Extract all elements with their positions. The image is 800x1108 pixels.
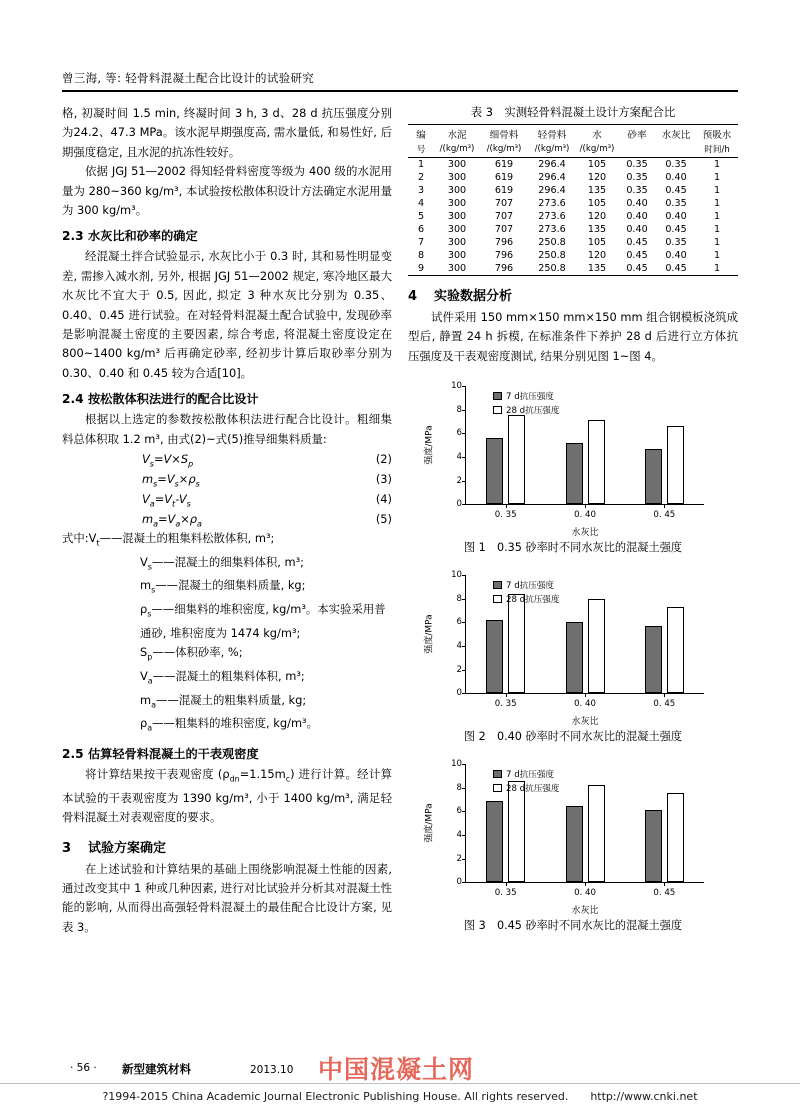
- table-cell: 796: [494, 250, 514, 261]
- figure: [408, 565, 738, 744]
- y-axis-tick: [462, 788, 466, 789]
- table-header-cell: 水灰比: [656, 125, 696, 143]
- x-axis-label: 水灰比: [571, 717, 599, 728]
- figure-caption: 图 2 0.40 砂率时不同水灰比的混凝土强度: [463, 730, 683, 744]
- y-axis-tick-label: 8: [456, 782, 462, 793]
- table-cell: 1: [713, 211, 721, 222]
- formula: [62, 449, 392, 469]
- section-title: 估算轻骨料混凝土的干表观密度: [88, 747, 259, 761]
- table-cell: 105: [587, 159, 607, 170]
- table-cell: 296.4: [538, 159, 566, 170]
- table-cell: 120: [587, 211, 607, 222]
- table-cell: 619: [494, 172, 514, 183]
- y-axis-tick: [462, 481, 466, 482]
- table-cell: 0.45: [665, 185, 687, 196]
- table-header-row: [408, 142, 738, 158]
- formula-expression: $m_a=V_a\times\rho_a$: [142, 512, 202, 529]
- y-axis-tick-label: 10: [451, 759, 462, 770]
- legend-item: [493, 579, 560, 591]
- y-axis-tick: [462, 835, 466, 836]
- bar-chart: [423, 754, 723, 917]
- formula-expression: $m_s=V_s\times\rho_s$: [142, 472, 200, 489]
- table-cell: 135: [587, 224, 607, 235]
- table-cell: 0.40: [626, 211, 648, 222]
- y-axis-tick: [462, 764, 466, 765]
- figure-caption: 图 3 0.45 砂率时不同水灰比的混凝土强度: [463, 919, 683, 933]
- x-axis-tick-label: 0. 40: [574, 699, 596, 710]
- table-cell: 0.45: [626, 250, 648, 261]
- section-number: 2.3: [62, 229, 84, 244]
- bar: [667, 793, 684, 883]
- bar-chart: [423, 565, 723, 728]
- page-footer: [0, 1048, 800, 1108]
- formula-list: [62, 449, 392, 529]
- paragraph: 试件采用 150 mm×150 mm×150 mm 组合钢模板浇筑成型后, 静置 24 h 拆模, 在标准条件下养护 28 d 后进行立方体抗压强度及干表观密度测试, 结果分别见图 1~图 4。: [408, 310, 738, 363]
- bar: [486, 438, 503, 504]
- section-title: 按松散体积法进行的配合比设计: [88, 392, 259, 407]
- table-cell: 135: [587, 185, 607, 196]
- y-axis-tick: [462, 575, 466, 576]
- table-cell: 300: [447, 237, 467, 248]
- legend: [493, 579, 560, 607]
- definition-item: $V_a——$混凝土的粗集料体积, m³;: [140, 668, 305, 686]
- y-axis-tick-label: 6: [456, 806, 462, 817]
- bar: [508, 415, 525, 505]
- table-header-cell: 轻骨料: [528, 125, 576, 143]
- table-caption: 表 3 实测轻骨料混凝土设计方案配合比: [470, 105, 676, 119]
- bar: [645, 626, 662, 693]
- legend-item: [493, 768, 560, 780]
- table-cell: 0.35: [626, 185, 648, 196]
- table-body: [408, 158, 738, 276]
- table-row: [408, 158, 738, 172]
- table-cell: 0.45: [626, 237, 648, 248]
- table-row: [408, 249, 738, 262]
- x-axis-tick-label: 0. 35: [494, 699, 517, 710]
- copyright-line: ?1994-2015 China Academic Journal Electronic Publishing House. All rights reserved. http://www.cnki.net: [102, 1090, 698, 1103]
- paragraph: 将计算结果按干表观密度 $(\rho_{dn}=1.15m_c)$ 进行计算。经计算本试验的干表观密度为 1390 kg/m³, 小于 1400 kg/m³, 满足轻骨料混凝土对表观密度的要求。: [62, 767, 392, 825]
- x-axis-tick-label: 0. 35: [494, 888, 517, 899]
- bar-chart: [423, 376, 723, 539]
- table-cell: 619: [494, 185, 514, 196]
- legend-swatch: [493, 392, 502, 400]
- table-cell: 0.40: [665, 172, 687, 183]
- table-cell: 273.6: [538, 211, 566, 222]
- section-number: 2.5: [62, 747, 84, 761]
- table-cell: 796: [494, 237, 514, 248]
- table-cell: 1: [713, 237, 721, 248]
- y-axis-tick-label: 8: [456, 404, 462, 415]
- legend-swatch: [493, 770, 502, 778]
- page-number: · 56 ·: [70, 1062, 97, 1074]
- symbol-definitions: [62, 529, 392, 738]
- table-cell: 1: [713, 185, 721, 196]
- table-cell: 0.35: [626, 159, 648, 170]
- y-axis-tick-label: 8: [456, 593, 462, 604]
- legend-label: 7 d抗压强度: [506, 770, 555, 781]
- x-axis-label: 水灰比: [571, 528, 599, 539]
- y-axis-tick-label: 0: [456, 499, 462, 510]
- formula-number: (2): [375, 452, 392, 467]
- section-number: 3: [62, 840, 72, 856]
- bar: [667, 426, 684, 504]
- section-heading-2-5: [62, 745, 392, 762]
- legend-label: 28 d抗压强度: [506, 784, 560, 795]
- table-cell: 707: [494, 211, 514, 222]
- table-cell: 0.35: [665, 159, 687, 170]
- table-cell: 2: [417, 172, 425, 183]
- definition-item: $\rho_s——$细集料的堆积密度, kg/m³。本实验采用普通砂, 堆积密度为 1474 kg/m³;: [140, 602, 386, 640]
- table-header-cell: 预吸水: [696, 125, 738, 143]
- table-cell: 0.40: [626, 198, 648, 209]
- paragraph: 格, 初凝时间 1.5 min, 终凝时间 3 h, 3 d、28 d 抗压强度分别为24.2、47.3 MPa。该水泥早期强度高, 需水量低, 和易性好, 后期强度稳定, 且水泥的抗冻性较好。: [62, 106, 392, 159]
- table-row: [408, 197, 738, 210]
- y-axis-tick-label: 0: [456, 877, 462, 888]
- figure: [408, 754, 738, 933]
- table-cell: 300: [447, 224, 467, 235]
- issue-date: 2013.10: [250, 1064, 294, 1076]
- table-cell: 0.35: [665, 198, 687, 209]
- bar: [486, 801, 503, 882]
- y-axis-tick-label: 2: [456, 475, 462, 486]
- table-cell: 0.40: [665, 250, 687, 261]
- table-row: [408, 184, 738, 197]
- x-axis-tick-label: 0. 45: [653, 510, 676, 521]
- x-axis-tick: [585, 504, 586, 508]
- paragraph: 在上述试验和计算结果的基础上围绕影响混凝土性能的因素, 通过改变其中 1 种或几种因素, 进行对比试验并分析其对混凝土性能的影响, 从而得出高强轻骨料混凝土的最佳配合比设计方案, 见表 3。: [62, 861, 392, 934]
- x-axis-tick-label: 0. 35: [494, 510, 517, 521]
- legend-label: 7 d抗压强度: [506, 392, 555, 403]
- table-cell: 0.40: [626, 224, 648, 235]
- table-cell: 300: [447, 198, 467, 209]
- figure-list: [408, 376, 738, 933]
- table-cell: 3: [417, 185, 425, 196]
- table-cell: 0.45: [656, 262, 696, 276]
- formula-number: (4): [375, 492, 392, 507]
- table-cell: 0.35: [665, 237, 687, 248]
- table-row: [408, 236, 738, 249]
- mix-proportion-table: [408, 124, 738, 276]
- legend-swatch: [493, 406, 502, 414]
- table-header-row: [408, 125, 738, 143]
- section-number: 4: [408, 289, 418, 304]
- table-cell: 9: [408, 262, 434, 276]
- y-axis-label: 强度/MPa: [424, 425, 435, 465]
- formula-expression: $V_s=V\times S_p$: [142, 452, 194, 469]
- formula-number: (3): [375, 472, 392, 487]
- table-header-cell: 细骨料: [480, 125, 528, 143]
- section-number: 2.4: [62, 392, 84, 407]
- bar: [508, 594, 525, 693]
- table-cell: 7: [417, 237, 425, 248]
- journal-name: 新型建筑材料: [122, 1062, 191, 1076]
- formula: [62, 509, 392, 529]
- table-row: [408, 262, 738, 276]
- y-axis-label: 强度/MPa: [424, 803, 435, 843]
- table-cell: 300: [434, 262, 480, 276]
- x-axis-tick: [585, 882, 586, 886]
- footer-rule: [0, 1083, 800, 1084]
- table-header-cell: 砂率: [618, 125, 656, 143]
- table-header-cell: /(kg/m³): [434, 142, 480, 158]
- figure-caption: 图 1 0.35 砂率时不同水灰比的混凝土强度: [463, 541, 683, 555]
- y-axis-tick: [462, 599, 466, 600]
- legend-label: 7 d抗压强度: [506, 581, 555, 592]
- formula: [62, 469, 392, 489]
- x-axis-tick: [664, 882, 665, 886]
- table-row: [408, 223, 738, 236]
- table-cell: 300: [447, 211, 467, 222]
- table-header-cell: 水泥: [434, 125, 480, 143]
- definition-item: $V_s——$混凝土的细集料体积, m³;: [140, 554, 305, 572]
- table-cell: 250.8: [538, 250, 566, 261]
- formula-number: (5): [375, 512, 392, 527]
- definition-item: $V_t——$混凝土的粗集料松散体积, m³;: [88, 531, 275, 548]
- legend-item: [493, 593, 560, 605]
- table-cell: 300: [447, 185, 467, 196]
- table-cell: 1: [713, 172, 721, 183]
- y-axis-tick: [462, 504, 466, 505]
- y-axis-tick: [462, 811, 466, 812]
- legend-item: [493, 390, 560, 402]
- definition-item: $S_p——$体积砂率, %;: [140, 645, 243, 662]
- section-title: 实验数据分析: [434, 289, 513, 304]
- table-header-cell: /(kg/m³): [480, 142, 528, 158]
- legend: [493, 390, 560, 418]
- left-column: [62, 104, 392, 937]
- x-axis-tick: [664, 504, 665, 508]
- y-axis-tick-label: 2: [456, 853, 462, 864]
- table-cell: 4: [417, 198, 425, 209]
- section-title: 水灰比和砂率的确定: [88, 229, 198, 244]
- table-row: [408, 210, 738, 223]
- x-axis-tick: [585, 693, 586, 697]
- y-axis-tick-label: 2: [456, 664, 462, 675]
- x-axis-tick-label: 0. 40: [574, 510, 596, 521]
- formula-expression: $V_a=V_t-V_s$: [142, 492, 191, 509]
- bar: [645, 449, 662, 504]
- table-header-cell: [656, 142, 696, 158]
- x-axis-tick-label: 0. 45: [653, 699, 676, 710]
- table-cell: 250.8: [528, 262, 576, 276]
- table-cell: 0.45: [665, 224, 687, 235]
- table-cell: 105: [587, 237, 607, 248]
- table-cell: 120: [587, 172, 607, 183]
- table-cell: 1: [417, 159, 425, 170]
- x-axis-tick: [664, 693, 665, 697]
- y-axis-tick: [462, 386, 466, 387]
- table-cell: 300: [447, 159, 467, 170]
- bar: [588, 785, 605, 882]
- table-header-cell: 号: [408, 142, 434, 158]
- table-cell: 296.4: [538, 172, 566, 183]
- paragraph: 依据 JGJ 51—2002 得知轻骨料密度等级为 400 级的水泥用量为 280~360 kg/m³, 本试验按松散体积设计方法确定水泥用量为 300 kg/m³。: [62, 164, 392, 218]
- bar: [588, 599, 605, 693]
- formula: [62, 489, 392, 509]
- table-header-cell: 水: [576, 125, 618, 143]
- x-axis-tick: [506, 882, 507, 886]
- legend-item: [493, 782, 560, 794]
- table-cell: 707: [494, 198, 514, 209]
- bar: [486, 620, 503, 693]
- section-heading-2-3: [62, 227, 392, 244]
- x-axis-tick: [506, 693, 507, 697]
- table-cell: 6: [417, 224, 425, 235]
- bar: [566, 622, 583, 693]
- table-cell: 300: [447, 250, 467, 261]
- y-axis-tick-label: 6: [456, 617, 462, 628]
- table-cell: 5: [417, 211, 425, 222]
- table-cell: 300: [447, 172, 467, 183]
- legend-label: 28 d抗压强度: [506, 406, 560, 417]
- section-heading-4: [408, 285, 738, 304]
- watermark: 中国混凝土网: [318, 1055, 475, 1084]
- y-axis-tick-label: 10: [451, 570, 462, 581]
- table-header-cell: /(kg/m³): [576, 142, 618, 158]
- table-cell: 250.8: [538, 237, 566, 248]
- section-title: 试验方案确定: [88, 840, 167, 856]
- definition-intro: 式中:: [62, 531, 89, 546]
- table-row: [408, 171, 738, 184]
- table-cell: 273.6: [538, 198, 566, 209]
- y-axis-tick: [462, 622, 466, 623]
- table-cell: 135: [576, 262, 618, 276]
- header-rule: [62, 90, 738, 92]
- table-header-cell: [618, 142, 656, 158]
- section-heading-3: [62, 837, 392, 856]
- definition-item: $m_s——$混凝土的细集料质量, kg;: [140, 578, 306, 595]
- legend-label: 28 d抗压强度: [506, 595, 560, 606]
- y-axis-tick-label: 4: [456, 641, 462, 652]
- bar: [566, 443, 583, 504]
- table-cell: 0.40: [665, 211, 687, 222]
- bar: [645, 810, 662, 882]
- table-cell: 707: [494, 224, 514, 235]
- y-axis-tick: [462, 693, 466, 694]
- y-axis-label: 强度/MPa: [424, 614, 435, 654]
- x-axis-label: 水灰比: [571, 906, 599, 917]
- y-axis-tick-label: 4: [456, 830, 462, 841]
- y-axis-tick: [462, 457, 466, 458]
- y-axis-tick-label: 6: [456, 428, 462, 439]
- bar: [588, 420, 605, 504]
- y-axis-tick: [462, 433, 466, 434]
- y-axis-tick-label: 0: [456, 688, 462, 699]
- table-cell: 0.45: [618, 262, 656, 276]
- figure: [408, 376, 738, 555]
- y-axis-tick-label: 4: [456, 452, 462, 463]
- table-cell: 796: [480, 262, 528, 276]
- y-axis-tick: [462, 882, 466, 883]
- table-header-cell: /(kg/m³): [528, 142, 576, 158]
- table-cell: 1: [713, 159, 721, 170]
- legend: [493, 768, 560, 796]
- paragraph: 根据以上选定的参数按松散体积法进行配合比设计。粗细集料总体积取 1.2 m³, 由式(2)~式(5)推导细集料质量:: [62, 412, 392, 446]
- table-cell: 8: [417, 250, 425, 261]
- y-axis-tick: [462, 670, 466, 671]
- x-axis-tick-label: 0. 40: [574, 888, 596, 899]
- definition-item: $m_a——$混凝土的粗集料质量, kg;: [140, 692, 307, 709]
- bar: [566, 806, 583, 883]
- table-cell: 1: [713, 198, 721, 209]
- table-cell: 0.35: [626, 172, 648, 183]
- table-header-cell: 时间/h: [696, 142, 738, 158]
- section-heading-2-4: [62, 390, 392, 407]
- y-axis-tick: [462, 859, 466, 860]
- table-cell: 1: [696, 262, 738, 276]
- paragraph: 经混凝土拌合试验显示, 水灰比小于 0.3 时, 其和易性明显变差, 需掺入减水剂, 另外, 根据 JGJ 51—2002 规定, 寒冷地区最大水灰比不宜大于 0.5, 因此, 拟定 3 种水灰比分别为 0.35、0.40、0.45 进行试验。在对轻骨料混凝土配合试验中, 发现砂率是影响混凝土密度的主要因素, 综合考虑, 将混凝土密度设定在 800~1400 kg/m³ 后再确定砂率, 经初步计算后取砂率分别为 0.30、0.40 和 0.45 较为合适[10]。: [62, 249, 392, 380]
- legend-swatch: [493, 581, 502, 589]
- table-cell: 1: [713, 224, 721, 235]
- table-cell: 619: [494, 159, 514, 170]
- x-axis-tick-label: 0. 45: [653, 888, 676, 899]
- x-axis-tick: [506, 504, 507, 508]
- y-axis-tick: [462, 410, 466, 411]
- y-axis-tick-label: 10: [451, 381, 462, 392]
- table-header-cell: 编: [408, 125, 434, 143]
- legend-item: [493, 404, 560, 416]
- legend-swatch: [493, 784, 502, 792]
- table-head: [408, 125, 738, 158]
- right-column: [408, 104, 738, 933]
- table-cell: 120: [587, 250, 607, 261]
- running-header: 曾三海, 等: 轻骨料混凝土配合比设计的试验研究: [62, 71, 315, 85]
- legend-swatch: [493, 595, 502, 603]
- table-cell: 105: [587, 198, 607, 209]
- bar: [667, 607, 684, 693]
- y-axis-tick: [462, 646, 466, 647]
- definition-item: $\rho_a——$粗集料的堆积密度, kg/m³。: [140, 716, 319, 733]
- table-cell: 1: [713, 250, 721, 261]
- table-cell: 273.6: [538, 224, 566, 235]
- table-cell: 296.4: [538, 185, 566, 196]
